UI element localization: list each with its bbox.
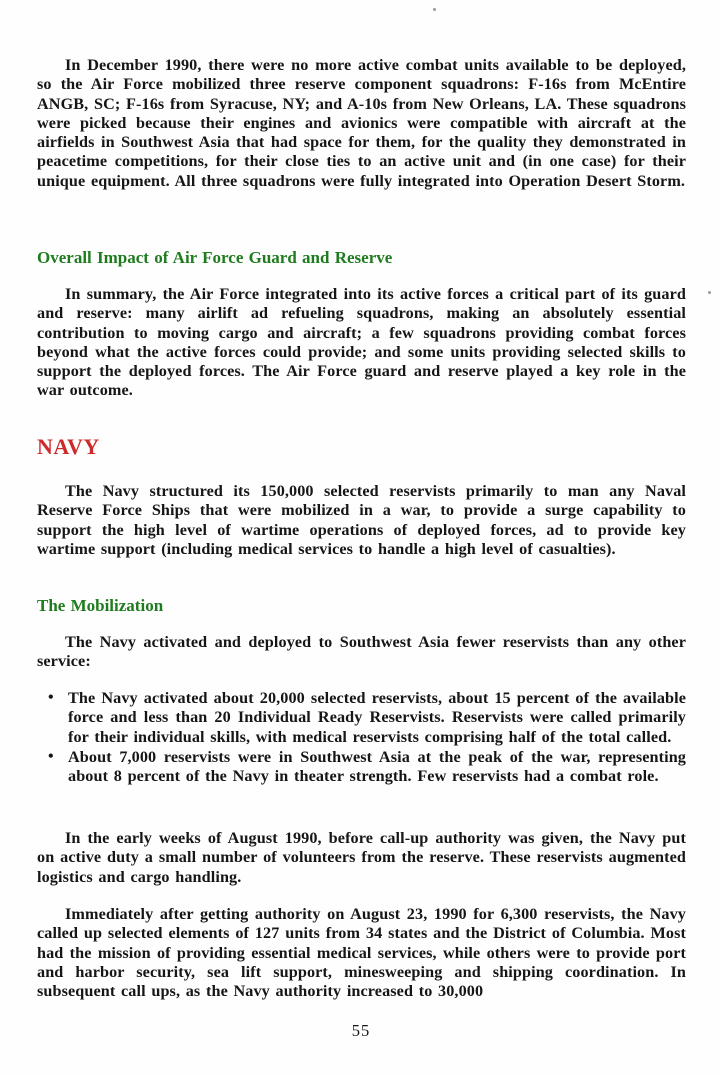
paragraph-air-force-summary: In summary, the Air Force integrated into its active forces a critical part of its guard and reserve: many airlift ad refueling squadrons, making an absolutely essential contribution to moving cargo and aircraft; a few squadrons providing combat forces beyond what the active forces could provide; and some units providing selected skills to support the deployed forces. The Air Force guard and reserve played a key role in the war outcome.: [37, 285, 686, 400]
bullet-list: [37, 689, 686, 787]
page-number: 55: [351, 1021, 371, 1040]
bullet-text-7000-reservists: About 7,000 reservists were in Southwest Asia at the peak of the war, representing about 8 percent of the Navy in theater strength. Few reservists had a combat role.: [68, 747, 686, 786]
paragraph-navy-structure: The Navy structured its 150,000 selected reservists primarily to man any Naval Reserve Force Ships that were mobilized in a war, to provide a surge capability to support the high level of wartime operations of deployed forces, ad to provide key wartime support (including medical services to handle a high level of casualties).: [37, 482, 686, 558]
list-item: [37, 689, 686, 747]
bullet-text-activated-20000: The Navy activated about 20,000 selected reservists, about 15 percent of the available force and less than 20 Individual Ready Reservists. Reservists were called primarily for their individual skills, with medical reservists comprising half of the total called.: [68, 689, 686, 746]
bullet-icon: •: [48, 747, 54, 765]
scan-artifact-dot: [433, 8, 436, 11]
bullet-icon: •: [48, 689, 54, 706]
heading-overall-impact: Overall Impact of Air Force Guard and Reserve: [37, 248, 393, 267]
scan-artifact-dot: [708, 291, 711, 294]
paragraph-december-1990: In December 1990, there were no more active combat units available to be deployed, so the Air Force mobilized three reserve component squadrons: F-16s from McEntire ANGB, SC; F-16s from Syracuse, NY; and A-10s from New Orleans, LA. These squadrons were picked because their engines and avionics were compatible with aircraft at the airfields in Southwest Asia that had space for them, for the quality they demonstrated in peacetime competitions, for their close ties to an active unit and (in one case) for their unique equipment. All three squadrons were fully integrated into Operation Desert Storm.: [37, 56, 686, 190]
heading-navy: NAVY: [37, 434, 100, 459]
paragraph-immediately-authority: Immediately after getting authority on August 23, 1990 for 6,300 reservists, the Navy called up selected elements of 127 units from 34 states and the District of Columbia. Most had the mission of providing essential medical services, while others were to provide port and harbor security, sea lift support, minesweeping and shipping coordination. In subsequent call ups, as the Navy authority increased to 30,000: [37, 905, 686, 1001]
paragraph-navy-activated: The Navy activated and deployed to Southwest Asia fewer reservists than any other service:: [37, 633, 686, 671]
paragraph-early-weeks: In the early weeks of August 1990, before call-up authority was given, the Navy put on active duty a small number of volunteers from the reserve. These reservists augmented logistics and cargo handling.: [37, 829, 686, 886]
list-item: [37, 748, 686, 787]
heading-mobilization: The Mobilization: [37, 596, 164, 615]
